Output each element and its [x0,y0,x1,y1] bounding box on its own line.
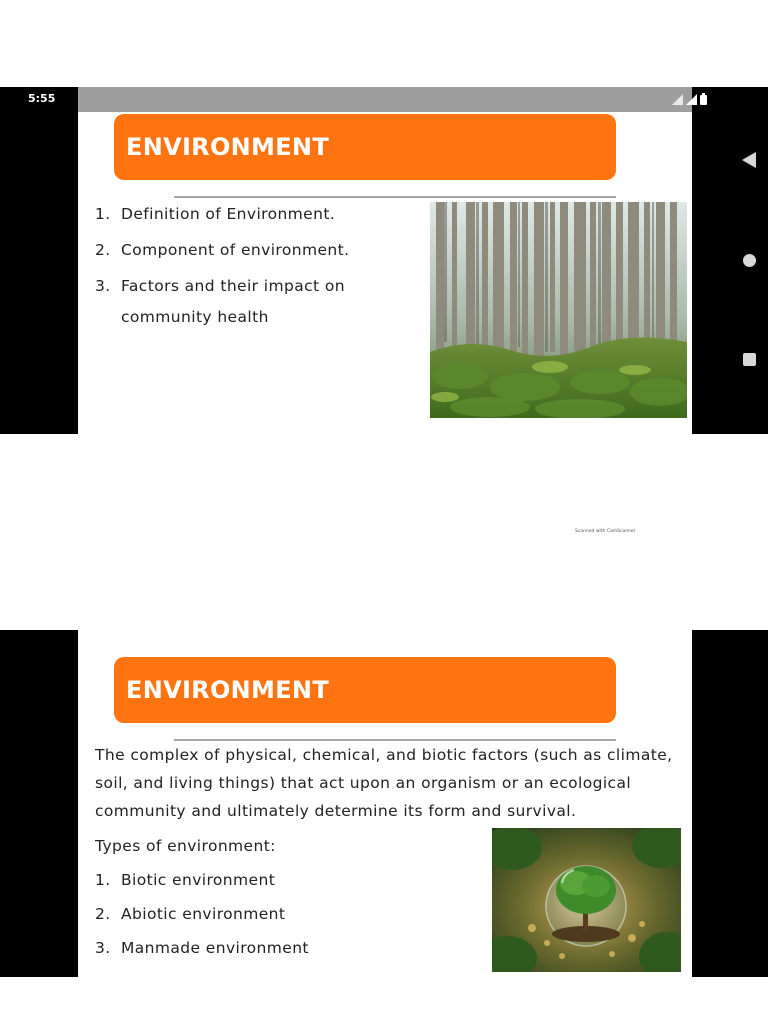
status-bar [0,87,768,112]
slide-1-item-3: 3. Factors and their impact on [95,277,345,295]
forest-image [430,202,687,418]
battery-icon [700,93,707,105]
home-icon[interactable] [743,254,756,267]
right-bar-bottom [692,630,768,977]
slide-1-item-1: 1. Definition of Environment. [95,205,336,223]
tree-sphere-image [492,828,681,972]
status-time: 5:55 [28,92,56,105]
slide-2-paragraph-line-1: The complex of physical, chemical, and biotic factors (such as climate, [95,746,673,764]
type-item-1: 1. Biotic environment [95,871,276,889]
slide-1-item-3-cont: community health [121,308,269,326]
signal-icon [672,94,683,105]
scanner-watermark: Scanned with CamScanner [575,529,636,534]
slide-2-paragraph-line-2: soil, and living things) that act upon an organism or an ecological [95,774,632,792]
slide-1-item-2: 2. Component of environment. [95,241,350,259]
type-item-2: 2. Abiotic environment [95,905,286,923]
back-icon[interactable] [742,152,756,168]
types-heading: Types of environment: [95,837,276,855]
left-bar-bottom [0,630,78,977]
slide-2-title: ENVIRONMENT [114,657,616,723]
slide-2-paragraph-line-3: community and ultimately determine its form and survival. [95,802,577,820]
slide-1-title: ENVIRONMENT [114,114,616,180]
slide-2-divider [174,739,616,741]
right-bar-top [692,112,768,434]
wifi-icon [686,94,697,105]
left-bar-top [0,112,78,434]
system-icons [672,92,707,106]
type-item-3: 3. Manmade environment [95,939,309,957]
recent-apps-icon[interactable] [743,353,756,366]
slide-1-divider [174,196,616,198]
